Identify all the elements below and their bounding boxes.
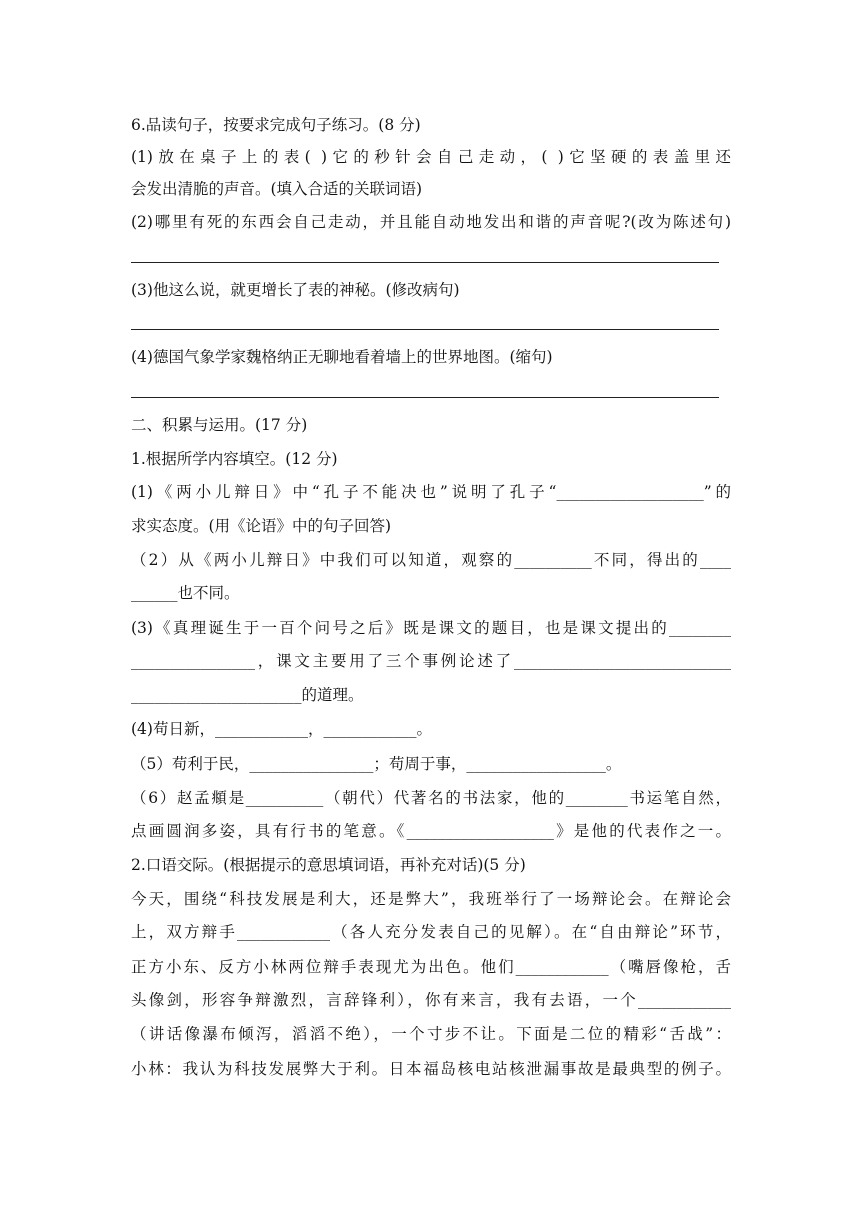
q1-part2-line2: ______也不同。 (131, 584, 240, 602)
q6-part1-line2: 会发出清脆的声音。(填入合适的关联词语) (131, 180, 423, 198)
q1-part1-line1: (1)《两小儿辩日》中“孔子不能决也”说明了孔子“___________________”的 (131, 483, 731, 501)
answer-line-q6-part4[interactable] (131, 397, 719, 398)
q1-part5: （5）苟利于民，________________；苟周于事，__________________。 (131, 755, 622, 773)
q1-part4: (4)苟日新，____________，____________。 (131, 720, 432, 738)
q1-part3-line1: (3)《真理诞生于一百个问号之后》既是课文的题目，也是课文提出的________ (131, 619, 731, 637)
q1-part6-line2: 点画圆润多姿，具有行书的笔意。《___________________》是他的代表作之一。 (131, 822, 731, 840)
q6-part3-prompt: (3)他这么说，就更增长了表的神秘。(修改病句) (131, 281, 460, 299)
question-2-heading: 2.口语交际。(根据提示的意思填词语，再补充对话)(5 分) (131, 856, 526, 874)
q1-part1-line2: 求实态度。(用《论语》中的句子回答) (131, 517, 392, 535)
q2-paragraph-line5: （讲话像瀑布倾泻，滔滔不绝），一个寸步不让。下面是二位的精彩“舌战”： (131, 1025, 731, 1043)
question-1-heading: 1.根据所学内容填空。(12 分) (131, 450, 338, 468)
q2-paragraph-line1: 今天，围绕“科技发展是利大，还是弊大”，我班举行了一场辩论会。在辩论会 (131, 890, 731, 908)
q6-part2-prompt: (2)哪里有死的东西会自己走动，并且能自动地发出和谐的声音呢?(改为陈述句) (131, 213, 731, 231)
answer-line-q6-part2[interactable] (131, 262, 719, 263)
q2-paragraph-line2: 上，双方辩手____________（各人充分发表自己的见解）。在“自由辩论”环节， (131, 923, 731, 941)
q1-part3-line2: ________________，课文主要用了三个事例论述了____________________________ (131, 652, 731, 670)
q1-part3-line3: ______________________的道理。 (131, 686, 364, 704)
q6-part4-prompt: (4)德国气象学家魏格纳正无聊地看着墙上的世界地图。(缩句) (131, 348, 553, 366)
q2-paragraph-line3: 正方小东、反方小林两位辩手表现尤为出色。他们____________（嘴唇像枪，舌 (131, 958, 731, 976)
section-2-heading: 二、积累与运用。(17 分) (131, 416, 308, 434)
q2-dialogue-xiaolin: 小林：我认为科技发展弊大于利。日本福岛核电站核泄漏事故是最典型的例子。 (131, 1060, 731, 1078)
q1-part2-line1: （2）从《两小儿辩日》中我们可以知道，观察的__________不同，得出的____ (131, 551, 731, 569)
question-6-heading: 6.品读句子，按要求完成句子练习。(8 分) (131, 116, 421, 134)
q6-part1-line1: (1)放在桌子上的表( )它的秒针会自己走动，( )它坚硬的表盖里还 (131, 148, 731, 166)
q1-part6-line1: （6）赵孟頫是__________（朝代）代著名的书法家，他的________书运笔自然， (131, 789, 731, 807)
answer-line-q6-part3[interactable] (131, 329, 719, 330)
q2-paragraph-line4: 头像剑，形容争辩激烈，言辞锋利），你有来言，我有去语，一个____________ (131, 991, 731, 1009)
